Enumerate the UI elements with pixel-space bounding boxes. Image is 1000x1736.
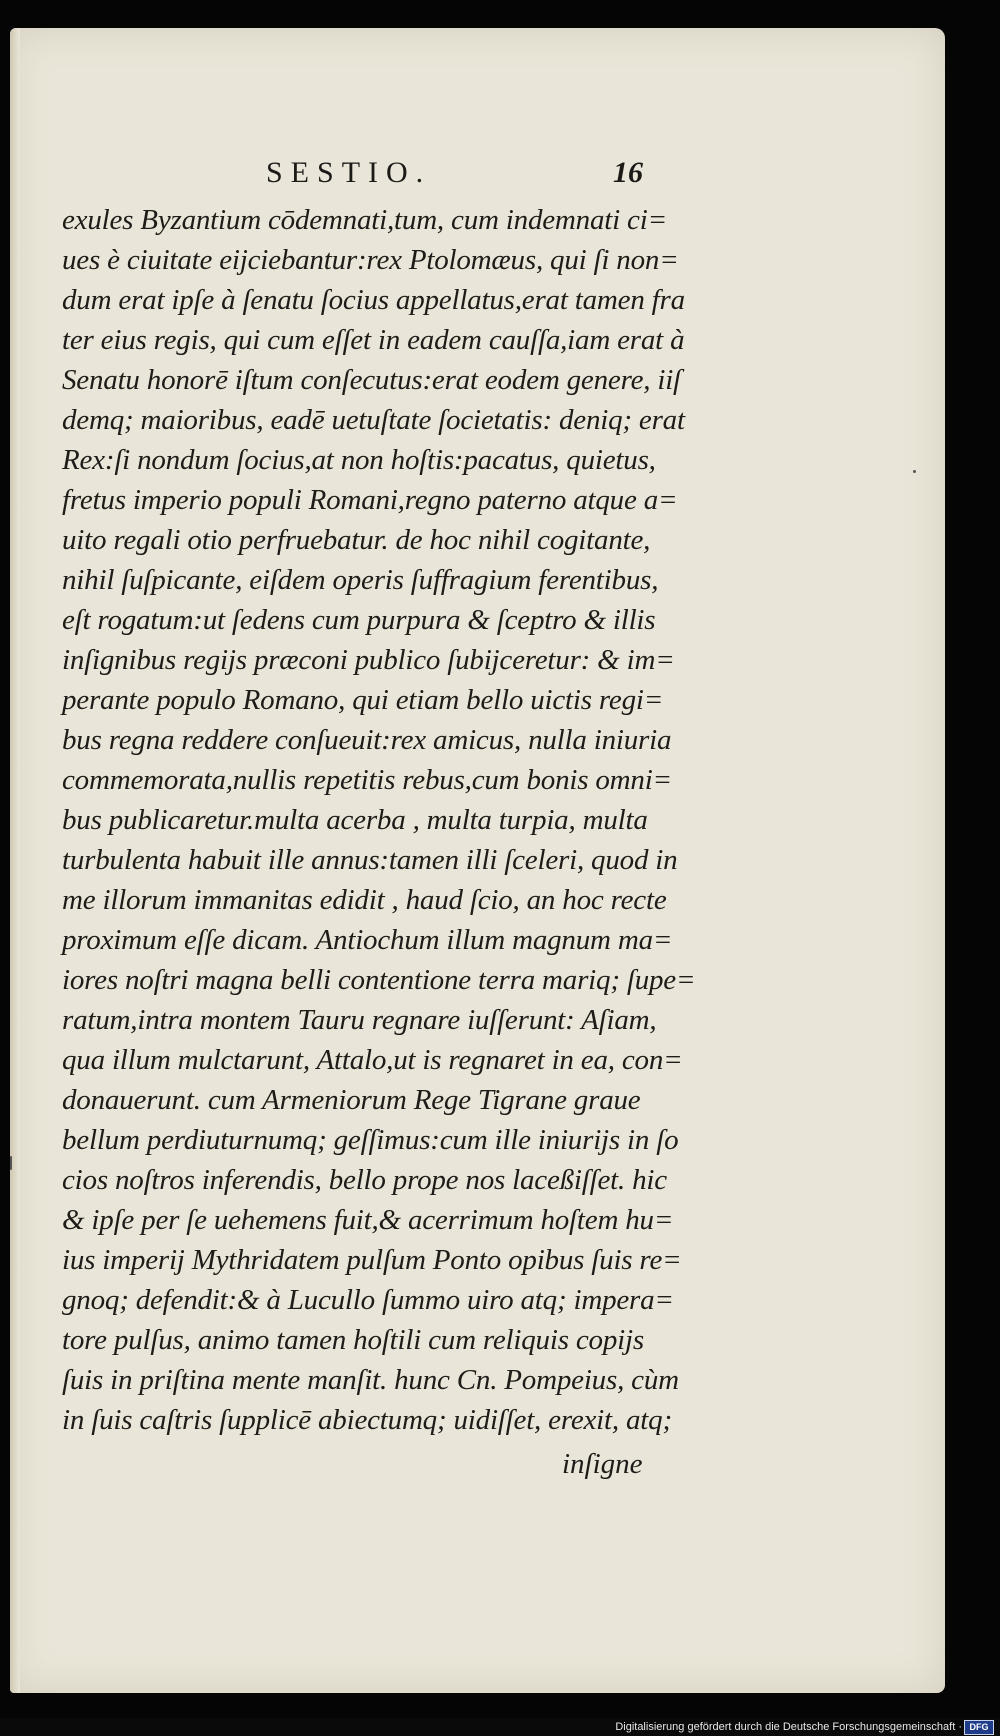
text-line: Senatu honorē iſtum conſecutus:erat eodem genere, iiſ [62,364,681,396]
text-line: exules Byzantium cōdemnati,tum, cum indemnati ci= [62,204,667,236]
text-line: me illorum immanitas edidit , haud ſcio, an hoc recte [62,884,667,916]
text-line: gnoq; defendit:& à Lucullo ſummo uiro atq; impera= [62,1284,674,1316]
footer-bar [0,1718,1000,1736]
text-line: inſignibus regijs præconi publico ſubijceretur: & im= [62,644,675,676]
text-line: proximum eſſe dicam. Antiochum illum magnum ma= [62,924,673,956]
text-line: bus regna reddere conſueuit:rex amicus, nulla iniuria [62,724,672,756]
text-line: tore pulſus, animo tamen hoſtili cum reliquis copijs [62,1324,644,1356]
text-line: cios noſtros inferendis, bello prope nos laceßiſſet. hic [62,1164,667,1196]
page-number: 16 [613,156,643,189]
text-line: qua illum mulctarunt, Attalo,ut is regnaret in ea, con= [62,1044,683,1076]
text-line: perante populo Romano, qui etiam bello uictis regi= [62,684,664,716]
text-line: bellum perdiuturnumq; geſſimus:cum ille iniurijs in ſo [62,1124,679,1156]
text-line: ter eius regis, qui cum eſſet in eadem cauſſa,iam erat à [62,324,685,356]
text-line: ues è ciuitate eijciebantur:rex Ptolomæus, qui ſi non= [62,244,679,276]
text-line: & ipſe per ſe uehemens fuit,& acerrimum hoſtem hu= [62,1204,674,1236]
text-line: ſuis in priſtina mente manſit. hunc Cn. Pompeius, cùm [62,1364,679,1396]
text-line: in ſuis caſtris ſupplicē abiectumq; uidiſſet, erexit, atq; [62,1404,672,1436]
text-line: turbulenta habuit ille annus:tamen illi ſceleri, quod in [62,844,678,876]
text-line: uito regali otio perfruebatur. de hoc nihil cogitante, [62,524,651,556]
text-line: bus publicaretur.multa acerba , multa turpia, multa [62,804,648,836]
body-text [62,200,702,1440]
text-line: nihil ſuſpicante, eiſdem operis ſuffragium ferentibus, [62,564,659,596]
text-line: Rex:ſi nondum ſocius,at non hoſtis:pacatus, quietus, [62,444,656,476]
text-line: commemorata,nullis repetitis rebus,cum bonis omni= [62,764,672,796]
page-edge [10,28,20,1693]
text-line: eſt rogatum:ut ſedens cum purpura & ſceptro & illis [62,604,656,636]
running-head: SESTIO. [266,156,432,189]
text-line: fretus imperio populi Romani,regno paterno atque a= [62,484,678,516]
text-line: demq; maioribus, eadē uetuſtate ſocietatis: deniq; erat [62,404,685,436]
text-line: dum erat ipſe à ſenatu ſocius appellatus,erat tamen fra [62,284,685,316]
page-header [10,156,945,196]
catchword: inſigne [562,1448,643,1480]
paper-speck [10,1156,12,1170]
text-line: donauerunt. cum Armeniorum Rege Tigrane graue [62,1084,641,1116]
text-line: ius imperij Mythridatem pulſum Ponto opibus ſuis re= [62,1244,682,1276]
book-page [10,28,945,1693]
text-line: ratum,intra montem Tauru regnare iuſſerunt: Aſiam, [62,1004,657,1036]
text-line: iores noſtri magna belli contentione terra mariq; ſupe= [62,964,696,996]
paper-speck [913,470,916,473]
dfg-logo: DFG [964,1720,994,1735]
funding-credit: Digitalisierung gefördert durch die Deutsche Forschungsgemeinschaft · [615,1721,962,1733]
